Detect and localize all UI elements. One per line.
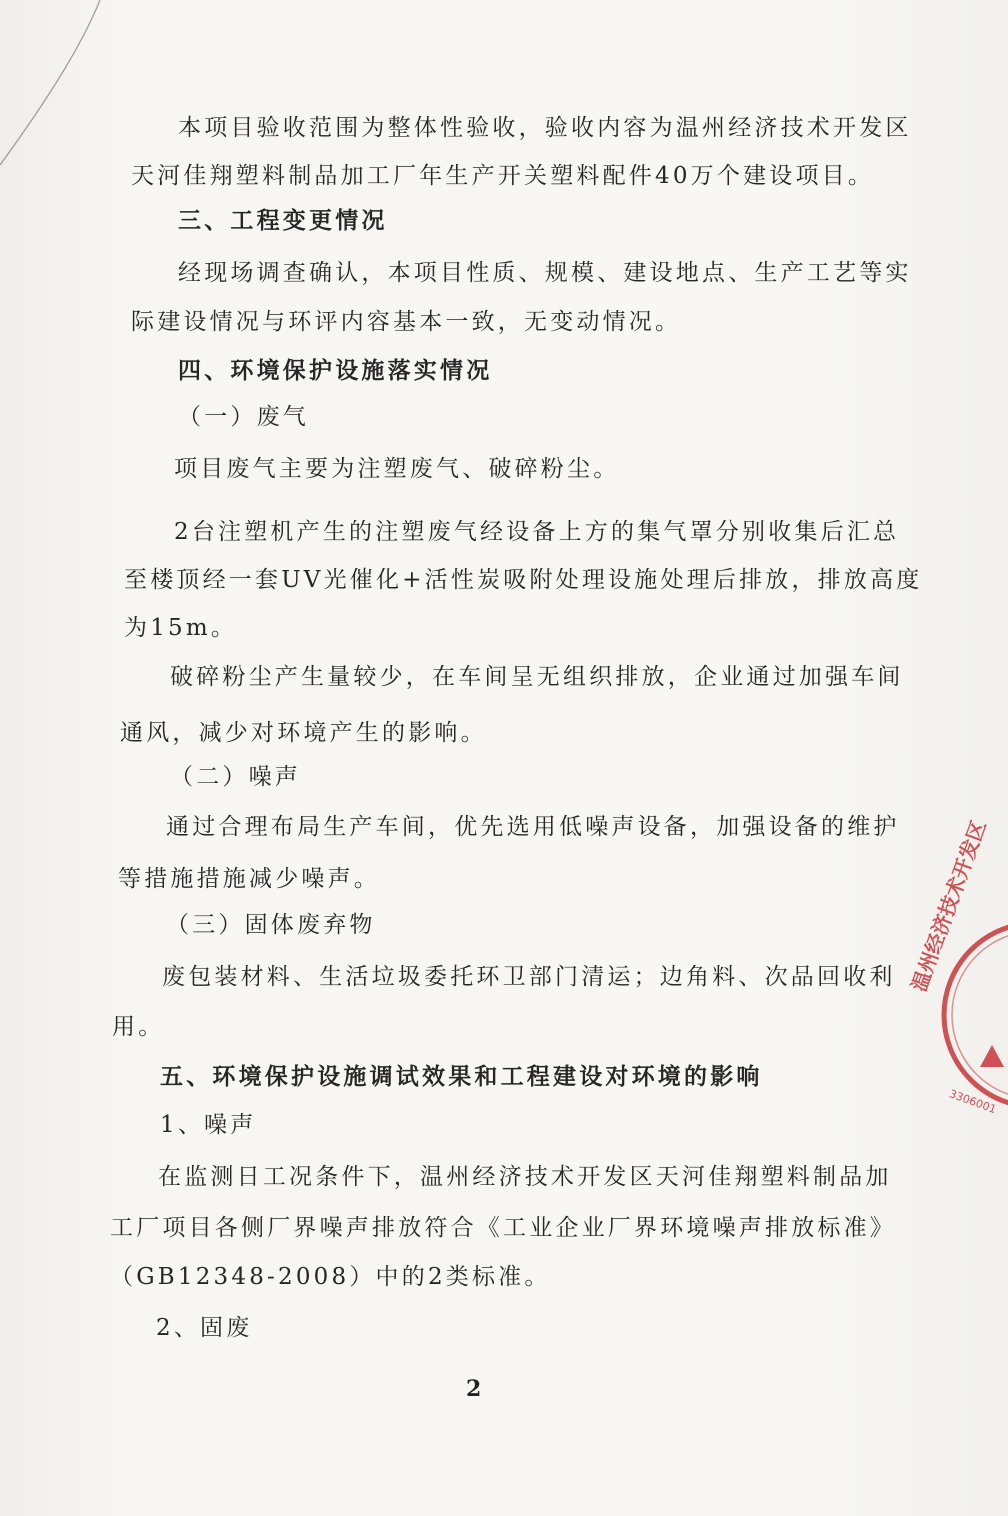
paragraph-line: 际建设情况与环评内容基本一致，无变动情况。 <box>131 309 682 335</box>
section-heading-5: 五、环境保护设施调试效果和工程建设对环境的影响 <box>160 1063 763 1090</box>
official-seal <box>906 817 1008 1155</box>
subsection-heading-exhaust: （一）废气 <box>178 404 309 430</box>
paragraph-line: 2台注塑机产生的注塑废气经设备上方的集气罩分别收集后汇总 <box>174 519 900 545</box>
numbered-heading-solid-waste: 2、固废 <box>156 1315 253 1341</box>
page-number: 2 <box>466 1376 482 1402</box>
paragraph-line: 通过合理布局生产车间，优先选用低噪声设备，加强设备的维护 <box>166 814 900 840</box>
paragraph-line: 工厂项目各侧厂界噪声排放符合《工业企业厂界环境噪声排放标准》 <box>110 1215 896 1241</box>
subsection-heading-noise: （二）噪声 <box>170 764 301 790</box>
subsection-heading-solid-waste: （三）固体废弃物 <box>166 912 376 938</box>
paragraph-line: 为15m。 <box>124 615 238 641</box>
paragraph-line: 通风，减少对环境产生的影响。 <box>120 720 487 746</box>
section-heading-4: 四、环境保护设施落实情况 <box>178 357 493 384</box>
page-fold-line <box>0 0 110 170</box>
paragraph-line: 在监测日工况条件下，温州经济技术开发区天河佳翔塑料制品加 <box>158 1164 892 1190</box>
paragraph-line: 废包装材料、生活垃圾委托环卫部门清运；边角料、次品回收利 <box>162 964 896 990</box>
paragraph-line: 破碎粉尘产生量较少，在车间呈无组织排放，企业通过加强车间 <box>170 664 904 690</box>
paragraph-line: 项目废气主要为注塑废气、破碎粉尘。 <box>174 456 620 482</box>
svg-text:温州经济技术开发区: 温州经济技术开发区 <box>906 817 991 995</box>
paragraph-line: 本项目验收范围为整体性验收，验收内容为温州经济技术开发区 <box>178 115 912 141</box>
paragraph-line: 至楼顶经一套UV光催化+活性炭吸附处理设施处理后排放，排放高度 <box>124 567 923 593</box>
section-heading-3: 三、工程变更情况 <box>178 207 388 234</box>
svg-text:3306001: 3306001 <box>947 1087 999 1117</box>
paragraph-line: 天河佳翔塑料制品加工厂年生产开关塑料配件40万个建设项目。 <box>131 163 875 189</box>
paragraph-line: 用。 <box>112 1014 165 1040</box>
paragraph-line: 经现场调查确认，本项目性质、规模、建设地点、生产工艺等实 <box>178 260 912 286</box>
numbered-heading-noise: 1、噪声 <box>160 1112 257 1138</box>
paragraph-line: （GB12348-2008）中的2类标准。 <box>110 1264 551 1290</box>
paragraph-line: 等措施措施减少噪声。 <box>118 866 380 892</box>
